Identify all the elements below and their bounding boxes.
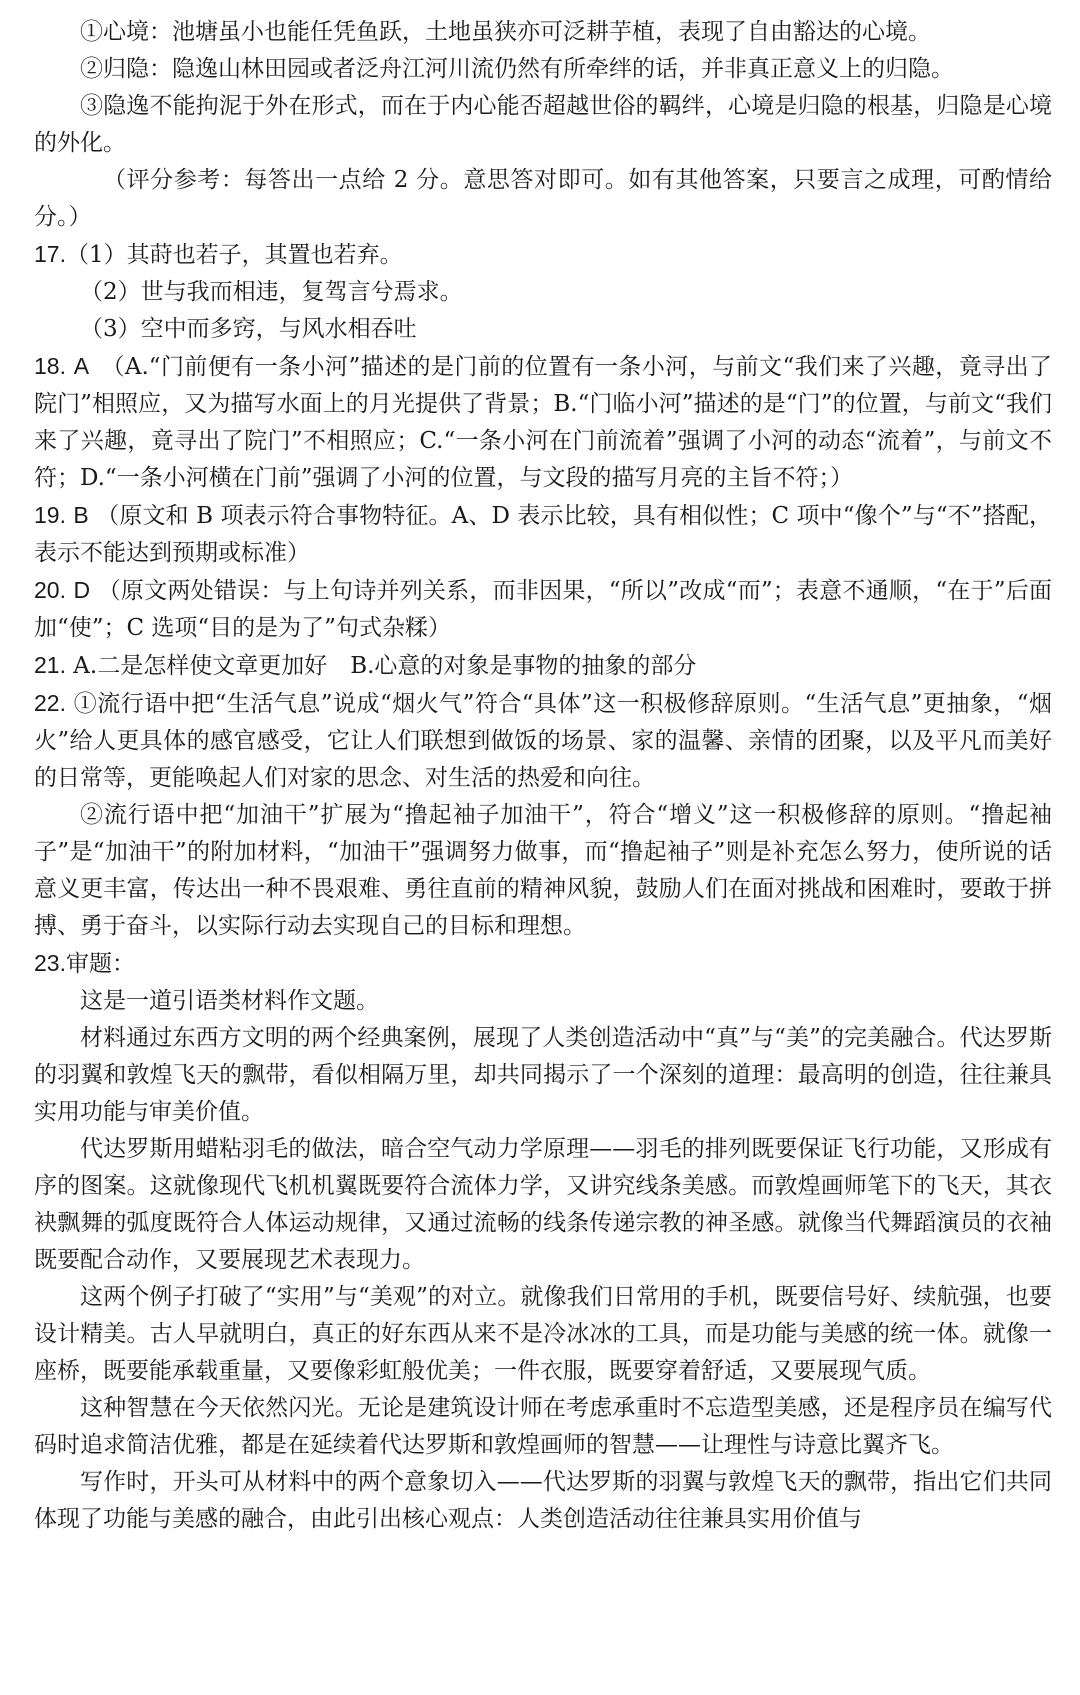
q19-explanation: （原文和 B 项表示符合事物特征。A、D 表示比较，具有相似性；C 项中“像个”与“不”搭配，表示不能达到预期或标准） (34, 503, 1053, 566)
q18-answer (34, 348, 1052, 497)
q23-number: 23. (34, 950, 66, 976)
q23-paragraph-2: 材料通过东西方文明的两个经典案例，展现了人类创造活动中“真”与“美”的完美融合。代达罗斯的羽翼和敦煌飞天的飘带，看似相隔万里，却共同揭示了一个深刻的道理：最高明的创造，往往兼具实用功能与审美价值。 (34, 1025, 1052, 1125)
q23-heading-text: 审题： (65, 951, 135, 977)
q20-explanation: （原文两处错误：与上句诗并列关系，而非因果，“所以”改成“而”；表意不通顺，“在于”后面加“使”；C 选项“目的是为了”句式杂糅） (34, 578, 1052, 641)
q22-point-1 (34, 685, 1052, 797)
q19-number: 19. (34, 502, 66, 528)
q17-answer-2: （2）世与我而相违，复驾言兮焉求。 (80, 279, 463, 305)
q19-answer (34, 497, 1052, 572)
q20-choice: D (73, 577, 91, 603)
q18-choice: A (73, 353, 90, 379)
q22-point-1-text: ①流行语中把“生活气息”说成“烟火气”符合“具体”这一积极修辞原则。“生活气息”更抽象，“烟火”给人更具体的感官感受，它让人们联想到做饭的场景、家的温馨、亲情的团聚，以及平凡而美好的日常等，更能唤起人们对家的思念、对生活的热爱和向往。 (34, 691, 1053, 791)
q16-scoring-note: （评分参考：每答出一点给 2 分。意思答对即可。如有其他答案，只要言之成理，可酌情给分。） (34, 167, 1052, 230)
q23-heading (34, 945, 1052, 983)
q17-answer-3: （3）空中而多窍，与风水相吞吐 (80, 316, 417, 342)
q23-paragraph-1: 这是一道引语类材料作文题。 (80, 988, 379, 1014)
q18-number: 18. (34, 353, 66, 379)
q23-paragraph-6: 写作时，开头可从材料中的两个意象切入——代达罗斯的羽翼与敦煌飞天的飘带，指出它们共同体现了功能与美感的融合，由此引出核心观点：人类创造活动往往兼具实用价值与 (34, 1469, 1052, 1532)
q17-answer-1 (34, 236, 1052, 274)
q20-number: 20. (34, 577, 66, 603)
q22-number: 22. (34, 690, 66, 716)
q21-answer (34, 647, 1052, 685)
q16-point-1: ①心境：池塘虽小也能任凭鱼跃，土地虽狭亦可泛耕芋植，表现了自由豁达的心境。 (80, 19, 931, 45)
q16-point-2: ②归隐：隐逸山林田园或者泛舟江河川流仍然有所牵绊的话，并非真正意义上的归隐。 (80, 56, 954, 82)
q18-explanation: （A.“门前便有一条小河”描述的是门前的位置有一条小河，与前文“我们来了兴趣，竟寻出了院门”相照应，又为描写水面上的月光提供了背景；B.“门临小河”描述的是“门”的位置，与前文“我们来了兴趣，竟寻出了院门”不相照应；C.“一条小河在门前流着”强调了小河的动态“流着”，与前文不符；D.“一条小河横在门前”强调了小河的位置，与文段的描写月亮的主旨不符；） (34, 354, 1053, 491)
q23-paragraph-3: 代达罗斯用蜡粘羽毛的做法，暗合空气动力学原理——羽毛的排列既要保证飞行功能，又形成有序的图案。这就像现代飞机机翼既要符合流体力学，又讲究线条美感。而敦煌画师笔下的飞天，其衣袂飘舞的弧度既符合人体运动规律，又通过流畅的线条传递宗教的神圣感。就像当代舞蹈演员的衣袖既要配合动作，又要展现艺术表现力。 (34, 1136, 1052, 1273)
q22-point-2: ②流行语中把“加油干”扩展为“撸起袖子加油干”，符合“增义”这一积极修辞的原则。“撸起袖子”是“加油干”的附加材料，“加油干”强调努力做事，而“撸起袖子”则是补充怎么努力，使所说的话意义更丰富，传达出一种不畏艰难、勇往直前的精神风貌，鼓励人们在面对挑战和困难时，要敢于拼搏、勇于奋斗，以实际行动去实现自己的目标和理想。 (34, 802, 1052, 939)
q17-answer-1-text: （1）其莳也若子，其置也若弃。 (65, 242, 403, 268)
q16-point-3: ③隐逸不能拘泥于外在形式，而在于内心能否超越世俗的羁绊，心境是归隐的根基，归隐是心境的外化。 (34, 93, 1052, 156)
q20-answer (34, 572, 1052, 647)
q23-paragraph-4: 这两个例子打破了“实用”与“美观”的对立。就像我们日常用的手机，既要信号好、续航强，也要设计精美。古人早就明白，真正的好东西从来不是冷冰冰的工具，而是功能与美感的统一体。就像一座桥，既要能承载重量，又要像彩虹般优美；一件衣服，既要穿着舒适，又要展现气质。 (34, 1284, 1052, 1384)
q17-number: 17. (34, 241, 66, 267)
q19-choice: B (73, 502, 89, 528)
q21-number: 21. (34, 652, 66, 678)
q21-text: A.二是怎样使文章更加好 B.心意的对象是事物的抽象的部分 (73, 653, 697, 679)
q23-paragraph-5: 这种智慧在今天依然闪光。无论是建筑设计师在考虑承重时不忘造型美感，还是程序员在编写代码时追求简洁优雅，都是在延续着代达罗斯和敦煌画师的智慧——让理性与诗意比翼齐飞。 (34, 1395, 1052, 1458)
